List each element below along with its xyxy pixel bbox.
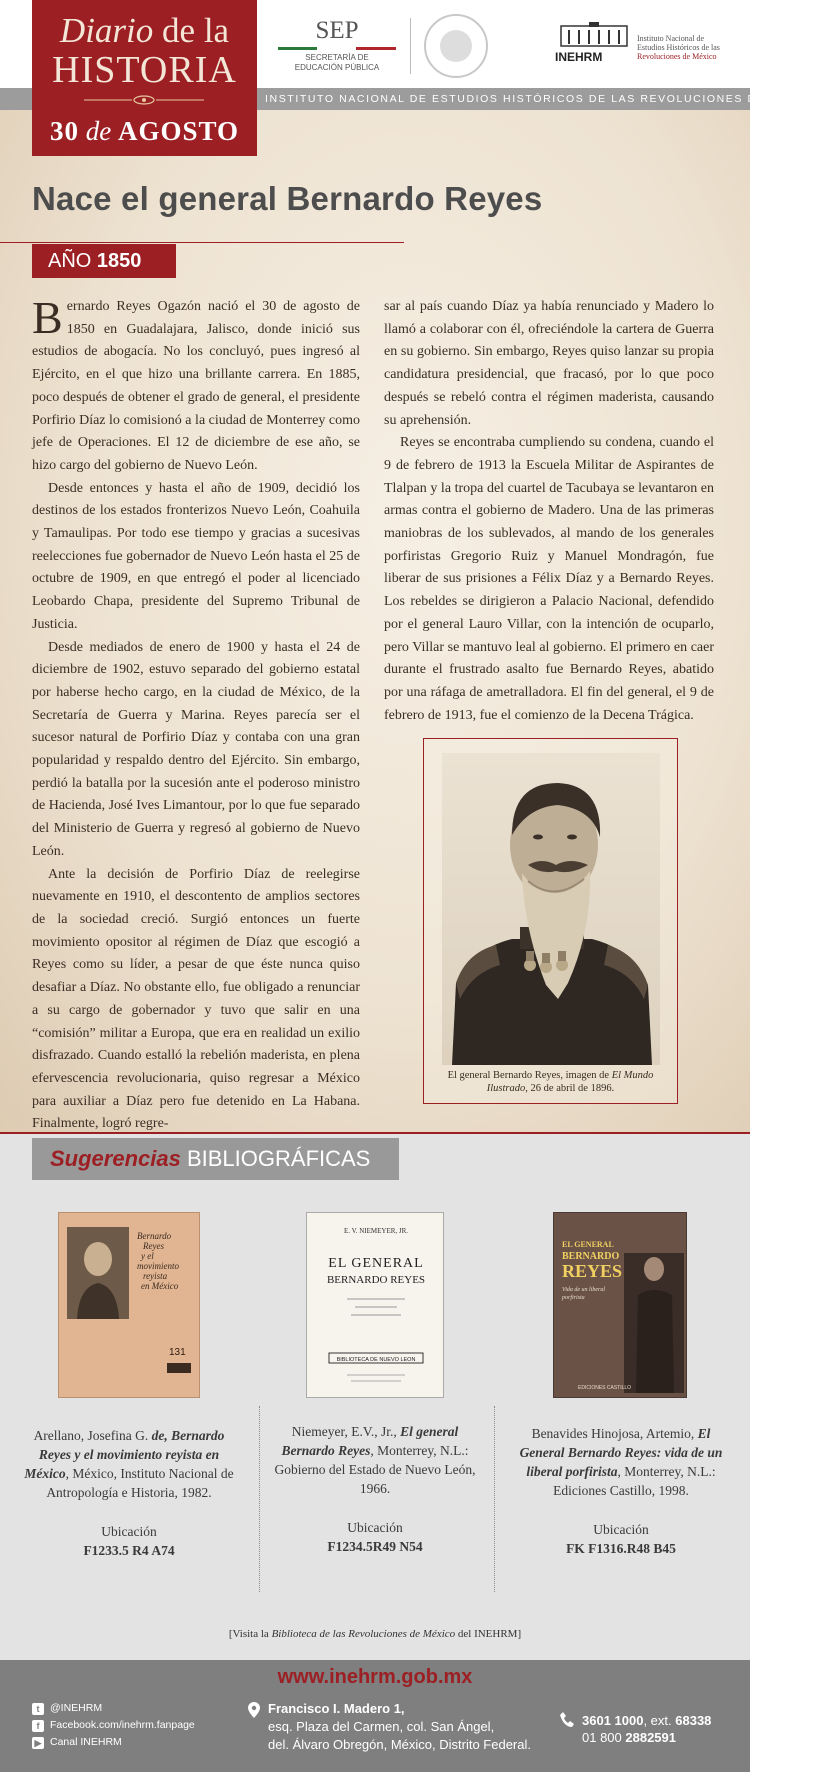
svg-text:movimiento: movimiento <box>137 1261 179 1271</box>
book-cover-3[interactable] <box>553 1212 687 1398</box>
address-street: Francisco I. Madero 1, <box>268 1701 405 1716</box>
book-2-author: Niemeyer, E.V., Jr., <box>291 1424 397 1439</box>
visit-library-note <box>0 1628 750 1640</box>
book-ref-1-citation <box>24 1426 234 1502</box>
svg-text:Vida de un liberal: Vida de un liberal <box>562 1287 606 1293</box>
sep-line2: EDUCACIÓN PÚBLICA <box>294 63 380 72</box>
sep-logo[interactable] <box>278 18 396 74</box>
headline: Nace el general Bernardo Reyes <box>32 180 543 217</box>
column-right <box>384 296 714 727</box>
portrait-figure <box>423 738 678 1104</box>
book-1-author: Arellano, Josefina G. <box>33 1428 149 1443</box>
svg-text:REYES: REYES <box>562 1261 623 1281</box>
visit-c: del INEHRM] <box>457 1628 522 1640</box>
bibliography-title <box>32 1138 399 1180</box>
book-ref-3 <box>516 1424 726 1558</box>
paragraph-1 <box>32 292 360 478</box>
paragraph-4-continued: sar al país cuando Díaz ya había renunciado y Madero lo llamó a colaborar con él, ofreciéndole la cartera de Guerra en su gobierno. Sin embargo, Reyes quiso lanzar su propia candidatura presidencial, que fracasó, por lo que poco después se rebeló contra el régimen maderista, causando su aprehensión. <box>384 299 714 428</box>
visit-library-name[interactable]: Biblioteca de las Revoluciones de México <box>271 1628 456 1640</box>
phone-line2[interactable] <box>582 1729 711 1746</box>
social-facebook[interactable] <box>32 1717 195 1734</box>
paragraph-1-text: ernardo Reyes Ogazón nació el 30 de agosto de 1850 en Guadalajara, Jalisco, donde inició sus estudios de abogacía. No los concluyó, pues ingresó al Ejército, en el que hizo una brillante carrera. En 1885, poco después de obtener el grado de general, el presidente Porfirio Díaz lo comisionó a la ciudad de Monterrey como jefe de Operaciones. El 12 de diciembre de ese año, se hizo cargo del gobierno de Nuevo León. <box>32 299 360 473</box>
svg-text:reyista: reyista <box>143 1271 168 1281</box>
footer <box>0 1660 750 1772</box>
twitter-icon: t <box>32 1703 44 1715</box>
inehrm-logo[interactable] <box>555 22 735 70</box>
paragraph-3: Desde mediados de enero de 1900 y hasta el 24 de diciembre de 1902, estuvo separado del gobierno estatal por haberse hecho cargo, en la ciudad de México, de la Secretaría de Guerra y Marina. Reyes parecía ser el sucesor natural de Porfirio Díaz y contaba con una gran popularidad y respaldo dentro del Ejército. Sin embargo, perdió la batalla por la sucesión ante el poderoso ministro de Hacienda, José Ives Limantour, por lo que fue separado del Ministerio de Guerra y regresó al gobierno de Nuevo León. <box>32 639 360 859</box>
portrait-caption <box>430 1069 671 1095</box>
ornament-icon <box>84 94 204 106</box>
phone-icon <box>560 1712 574 1728</box>
social-youtube[interactable] <box>32 1734 195 1751</box>
book-cover-1[interactable] <box>58 1212 200 1398</box>
visit-a: [Visita la <box>228 1628 269 1640</box>
institute-band: INSTITUTO NACIONAL DE ESTUDIOS HISTÓRICOS DE LAS REVOLUCIONES DE MÉXICO <box>0 88 750 110</box>
masthead-line1 <box>32 12 257 50</box>
biblio-divider-1 <box>259 1406 260 1592</box>
inehrm-line2: Estudios Históricos de las <box>637 43 720 52</box>
paragraph-4: Ante la decisión de Porfirio Díaz de reelegirse nuevamente en 1910, el descontento de amplios sectores de la sociedad creció. Surgió entonces un fuerte movimiento opositor al régimen de Díaz que escogió a Reyes como su líder, a pesar de que éste nunca quiso desafiar a Díaz. No obstante ello, fue obligado a renunciar a su cargo de gobernador y tuvo que salir en una “comisión” militar a Europa, que era en realidad un exilio disfrazado. Cuando estalló la rebelión maderista, en plena efervescencia revolucionaria, quiso regresar a México para auxiliar a Díaz pero fue detenido en La Habana. Finalmente, logró regre- <box>32 866 360 1132</box>
svg-text:BERNARDO REYES: BERNARDO REYES <box>326 1274 426 1286</box>
svg-text:BERNARDO: BERNARDO <box>562 1251 620 1262</box>
book-3-location-label: Ubicación <box>593 1522 649 1537</box>
column-left <box>32 292 360 1136</box>
phone-main: 3601 1000 <box>582 1713 644 1728</box>
svg-text:E. V. NIEMEYER, JR.: E. V. NIEMEYER, JR. <box>343 1227 409 1235</box>
caption-source: El Mundo Ilustrado <box>486 1070 654 1094</box>
social-twitter[interactable] <box>32 1700 195 1717</box>
book-1-location-label: Ubicación <box>101 1524 157 1539</box>
caption-c: , 26 de abril de 1896. <box>525 1083 615 1094</box>
book-2-publisher: , Monterrey, N.L.: Gobierno del Estado de Nuevo León, 1966. <box>274 1443 476 1496</box>
social-facebook-label: Facebook.com/inehrm.fanpage <box>50 1719 195 1731</box>
year-rule <box>0 242 404 243</box>
phone-line1[interactable] <box>582 1712 711 1729</box>
svg-text:y el: y el <box>141 1251 154 1261</box>
phone-block <box>582 1712 711 1746</box>
book-ref-3-citation <box>516 1424 726 1500</box>
date-month: AGOSTO <box>117 116 240 146</box>
biblio-divider-2 <box>494 1406 495 1592</box>
book-ref-2-citation <box>270 1422 480 1498</box>
mexico-seal-icon <box>424 14 488 78</box>
address-block <box>268 1700 531 1754</box>
book-cover-2-art <box>307 1213 445 1399</box>
website-link[interactable]: www.inehrm.gob.mx <box>277 1666 473 1688</box>
bibliography-section <box>0 1132 750 1660</box>
book-cover-1-art <box>59 1213 201 1399</box>
biblio-title-white: BIBLIOGRÁFICAS <box>186 1146 371 1171</box>
inehrm-fullname <box>637 34 720 61</box>
location-pin-icon <box>248 1702 260 1718</box>
svg-text:EL GENERAL: EL GENERAL <box>328 1256 424 1271</box>
date-de: de <box>85 116 112 146</box>
address-line3: del. Álvaro Obregón, México, Distrito Federal. <box>268 1737 531 1752</box>
masthead-dela: de la <box>162 11 230 50</box>
article <box>0 110 750 1132</box>
social-youtube-label: Canal INEHRM <box>50 1736 122 1748</box>
book-3-call-number: FK F1316.R48 B45 <box>566 1541 676 1556</box>
date-day: 30 <box>49 116 79 146</box>
youtube-icon: ▶ <box>32 1737 44 1749</box>
paragraph-2: Desde entonces y hasta el año de 1909, decidió los destinos de los estados fronterizos Nuevo León, Coahuila y Tamaulipas. Por todo ese tiempo y gracias a sucesivas reelecciones fue gobernador de Nuevo León hasta el 25 de octubre de 1909, en que entregó el poder al licenciado Leobardo Chapa, presidente del Supremo Tribunal de Justicia. <box>32 480 360 632</box>
sep-abbr: SEP <box>315 17 359 44</box>
svg-text:131: 131 <box>169 1347 186 1358</box>
book-2-title: El general Bernardo Reyes <box>281 1424 459 1458</box>
book-cover-2[interactable] <box>306 1212 444 1398</box>
portrait-illustration <box>442 753 660 1065</box>
svg-text:BIBLIOTECA DE NUEVO LEON: BIBLIOTECA DE NUEVO LEON <box>336 1357 416 1363</box>
year-value: 1850 <box>96 250 142 272</box>
book-ref-1 <box>24 1426 234 1560</box>
masthead-date <box>32 116 257 146</box>
facebook-icon: f <box>32 1720 44 1732</box>
sep-line1: SECRETARÍA DE <box>305 53 369 62</box>
book-3-author: Benavides Hinojosa, Artemio, <box>531 1426 695 1441</box>
biblio-title-red: Sugerencias <box>50 1146 181 1171</box>
social-links <box>32 1700 195 1751</box>
sep-flag-stripe <box>278 47 396 50</box>
book-3-title: El General Bernardo Reyes: vida de un liberal porfirista <box>519 1426 723 1479</box>
inehrm-line3: Revoluciones de México <box>637 52 717 61</box>
book-ref-2 <box>270 1422 480 1556</box>
dropcap: B <box>32 292 63 343</box>
inehrm-abbr: INEHRM <box>555 50 603 64</box>
logo-divider <box>410 18 411 74</box>
masthead-historia: HISTORIA <box>52 49 237 91</box>
masthead-diario: Diario <box>59 11 154 50</box>
svg-text:EL GENERAL: EL GENERAL <box>562 1240 614 1249</box>
svg-text:en México: en México <box>141 1281 179 1291</box>
phone2-prefix: 01 800 <box>582 1730 622 1745</box>
year-label: AÑO <box>48 250 92 272</box>
portrait-photo[interactable] <box>442 753 660 1065</box>
book-3-publisher: , Monterrey, N.L.: Ediciones Castillo, 1998. <box>553 1464 716 1498</box>
social-twitter-label: @INEHRM <box>50 1702 103 1714</box>
book-cover-3-art <box>554 1213 688 1399</box>
masthead <box>32 0 257 156</box>
svg-text:Bernardo: Bernardo <box>137 1231 172 1241</box>
phone-ext-label: , ext. <box>643 1713 672 1728</box>
caption-a: El general Bernardo Reyes, imagen de <box>447 1070 610 1081</box>
inehrm-line1: Instituto Nacional de <box>637 34 705 43</box>
phone2-number: 2882591 <box>625 1730 677 1745</box>
phone-ext: 68338 <box>675 1713 712 1728</box>
paragraph-5: Reyes se encontraba cumpliendo su condena, cuando el 9 de febrero de 1913 la Escuela Militar de Aspirantes de Tlalpan y la tropa del cuartel de Tacubaya se levantaron en armas contra el gobierno de Madero. Una de las primeras maniobras de los sublevados, al mando de los generales porfiristas Gregorio Ruiz y Manuel Mondragón, fue liberar de sus prisiones a Félix Díaz y a Bernardo Reyes. Los rebeldes se dirigieron a Palacio Nacional, defendido por el general Lauro Villar, con la intención de ocuparlo, pero Villar se mantuvo leal al gobierno. El primero en caer durante el frustrado asalto fue Bernardo Reyes, abatido por una ráfaga de ametralladora. El fin del general, el 9 de febrero de 1913, fue el comienzo de la Decena Trágica. <box>384 435 714 723</box>
book-1-title: de, Bernardo Reyes y el movimiento reyista en México <box>24 1428 225 1481</box>
book-1-publisher: , México, Instituto Nacional de Antropología e Historia, 1982. <box>46 1466 234 1500</box>
svg-text:Reyes: Reyes <box>143 1241 164 1251</box>
svg-text:porfirista: porfirista <box>562 1295 585 1301</box>
address-line2: esq. Plaza del Carmen, col. San Ángel, <box>268 1719 495 1734</box>
book-1-call-number: F1233.5 R4 A74 <box>83 1543 175 1558</box>
year-badge <box>32 244 176 278</box>
book-2-call-number: F1234.5R49 N54 <box>327 1539 423 1554</box>
book-2-location-label: Ubicación <box>347 1520 403 1535</box>
svg-text:EDICIONES CASTILLO: EDICIONES CASTILLO <box>578 1385 632 1391</box>
